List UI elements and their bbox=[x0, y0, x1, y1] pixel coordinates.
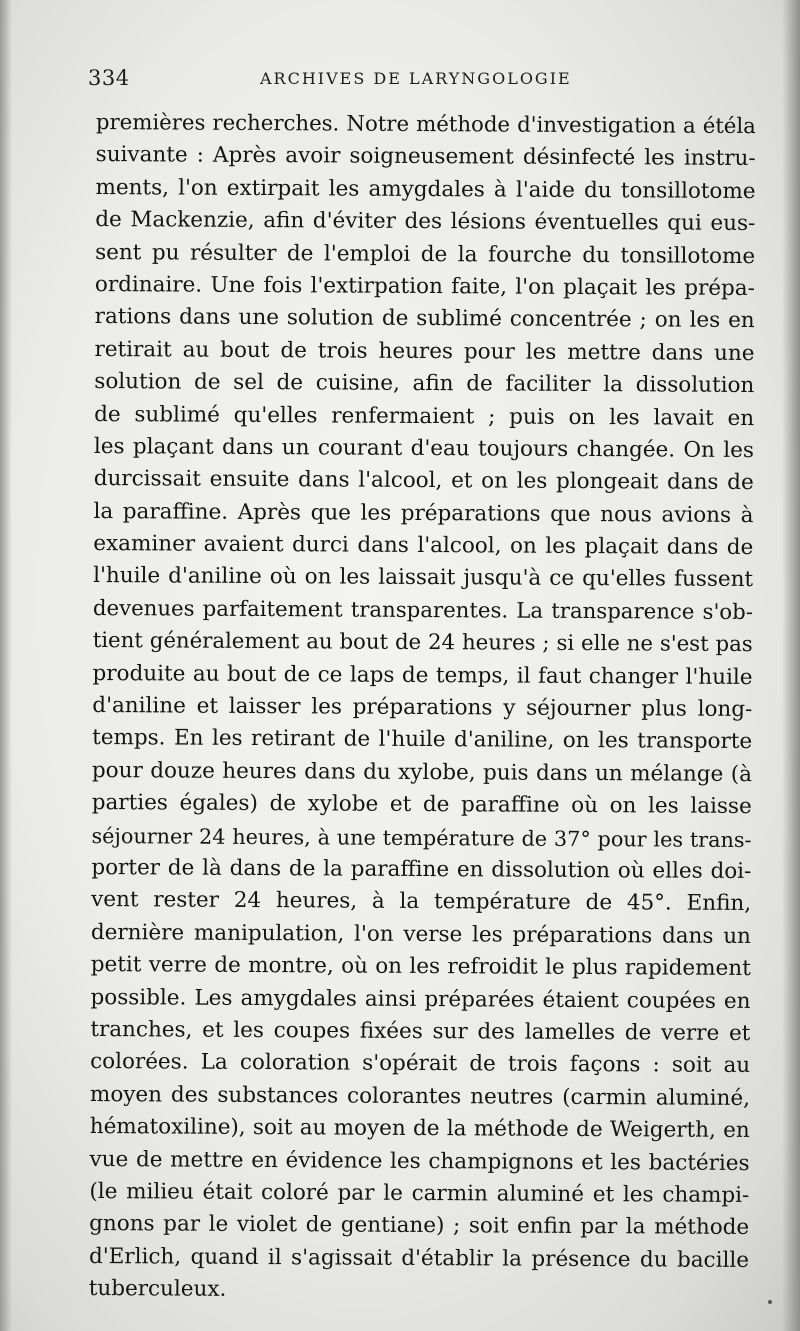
text-line: la paraffine. Après que les préparations que nous avions à bbox=[93, 498, 754, 528]
page-number: 334 bbox=[88, 66, 130, 90]
text-line: hématoxiline), soit au moyen de la méthode de Weigerth, en bbox=[89, 1114, 750, 1144]
journal-title: ARCHIVES DE LARYNGOLOGIE bbox=[260, 69, 572, 88]
text-line: solution de sel de cuisine, afin de faciliter la dissolution bbox=[94, 369, 755, 399]
text-line: retirait au bout de trois heures pour les mettre dans une bbox=[94, 336, 755, 366]
text-line: l'huile d'aniline où on les laissait jusqu'à ce qu'elles fussent bbox=[93, 563, 754, 593]
text-line: d'aniline et laisser les préparations y séjourner plus long- bbox=[92, 693, 753, 723]
text-line: ordinaire. Une fois l'extirpation faite, l'on plaçait les prépa- bbox=[94, 271, 755, 301]
body-text bbox=[89, 107, 756, 1309]
text-line: vent rester 24 heures, à la température de 45°. Enfin, bbox=[91, 887, 752, 917]
page-shadow-right bbox=[782, 0, 800, 1331]
text-line: produite au bout de ce laps de temps, il faut changer l'huile bbox=[92, 660, 753, 690]
text-line: petit verre de montre, où on les refroidit le plus rapidement bbox=[90, 952, 751, 982]
text-line: colorées. La coloration s'opérait de trois façons : soit au bbox=[90, 1049, 751, 1079]
text-line: dernière manipulation, l'on verse les préparations dans un bbox=[90, 919, 752, 949]
text-line: examiner avaient durci dans l'alcool, on les plaçait dans de bbox=[93, 531, 754, 561]
text-line: durcissait ensuite dans l'alcool, et on les plongeait dans de bbox=[93, 466, 754, 496]
text-line: temps. En les retirant de l'huile d'aniline, on les transporte bbox=[92, 725, 753, 755]
text-line: (le milieu était coloré par le carmin aluminé et les champi- bbox=[89, 1178, 750, 1208]
text-line: gnons par le violet de gentiane) ; soit enfin par la méthode bbox=[89, 1211, 750, 1241]
text-line: suivante : Après avoir soigneusement désinfecté les instru- bbox=[95, 142, 756, 172]
text-line: vue de mettre en évidence les champignons et les bactéries bbox=[89, 1146, 750, 1176]
text-line: de sublimé qu'elles renfermaient ; puis on les lavait en bbox=[94, 401, 755, 431]
text-line-last: tuberculeux. bbox=[88, 1276, 227, 1302]
page-shadow-left bbox=[0, 0, 12, 1331]
text-line: ments, l'on extirpait les amygdales à l'aide du tonsillotome bbox=[95, 174, 756, 204]
text-line: pour douze heures dans du xylobe, puis dans un mélange (à bbox=[91, 757, 753, 787]
text-line: de Mackenzie, afin d'éviter des lésions éventuelles qui eus- bbox=[95, 207, 756, 237]
text-line: tranches, et les coupes fixées sur des lamelles de verre et bbox=[90, 1016, 751, 1046]
text-line: sent pu résulter de l'emploi de la fourche du tonsillotome bbox=[95, 239, 756, 269]
text-line: porter de là dans de la paraffine en dissolution où elles doi- bbox=[91, 854, 752, 885]
text-line: premières recherches. Notre méthode d'investigation a étéla bbox=[95, 109, 756, 140]
text-line: tient généralement au bout de 24 heures ; si elle ne s'est pas bbox=[92, 628, 753, 658]
text-line: séjourner 24 heures, à une température de 37° pour les trans- bbox=[91, 823, 752, 852]
text-line: devenues parfaitement transparentes. La transparence s'ob- bbox=[92, 595, 754, 625]
text-line: possible. Les amygdales ainsi préparées étaient coupées en bbox=[90, 984, 751, 1014]
text-line: les plaçant dans un courant d'eau toujours changée. On les bbox=[93, 433, 754, 463]
running-head bbox=[88, 66, 628, 96]
text-line: moyen des substances colorantes neutres (carmin aluminé, bbox=[89, 1081, 751, 1111]
text-line: d'Erlich, quand il s'agissait d'établir la présence du bacille bbox=[88, 1243, 750, 1273]
text-line: rations dans une solution de sublimé concentrée ; on les en bbox=[94, 304, 755, 334]
text-line: parties égales) de xylobe et de paraffine où on les laisse bbox=[91, 790, 752, 820]
ink-speck bbox=[768, 1300, 772, 1304]
